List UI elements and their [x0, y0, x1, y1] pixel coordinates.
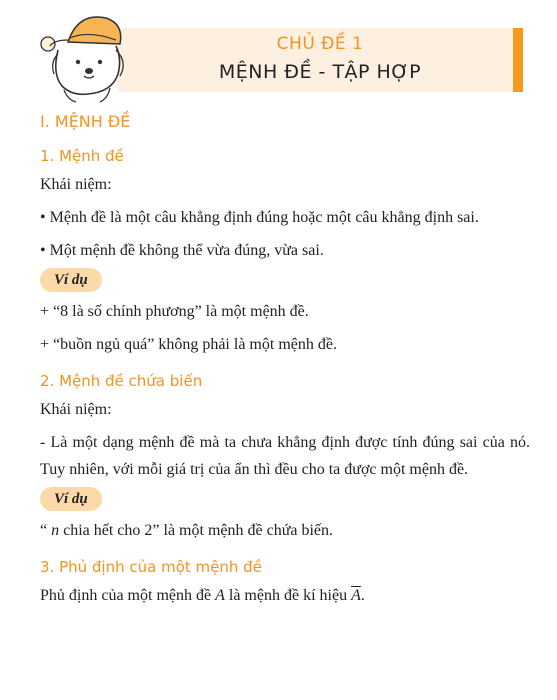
- negation-text: [40, 582, 530, 609]
- subsection-heading: 2. Mệnh đề chứa biến: [40, 372, 203, 390]
- negation-text-part: là mệnh đề kí hiệu: [224, 587, 352, 604]
- example-text: + “buồn ngủ quá” không phải là một mệnh đề.: [40, 336, 337, 353]
- example-text: + “8 là số chính phương” là một mệnh đề.: [40, 303, 309, 320]
- concept-label: Khái niệm:: [40, 401, 112, 418]
- subsection-heading: 3. Phủ định của một mệnh đề: [40, 558, 262, 576]
- mascot-dog-icon: [28, 4, 138, 104]
- section-heading: I. MỆNH ĐỀ: [40, 112, 131, 131]
- math-variable-negated: $\overline{A}$: [351, 587, 361, 604]
- example-badge: Ví dụ: [40, 268, 102, 292]
- chapter-label: CHỦ ĐỀ 1: [276, 34, 364, 54]
- negation-text-part: Phủ định của một mệnh đề: [40, 587, 216, 604]
- bullet-text: • Mệnh đề là một câu khẳng định đúng hoặc một câu khẳng định sai.: [40, 209, 479, 226]
- chapter-header-accent-bar: [513, 28, 523, 92]
- example-badge: Ví dụ: [40, 487, 102, 511]
- concept-label: Khái niệm:: [40, 176, 112, 193]
- chapter-title: MỆNH ĐỀ - TẬP HỢP: [218, 61, 422, 83]
- bullet-text: • Một mệnh đề không thể vừa đúng, vừa sai.: [40, 242, 324, 259]
- subsection-heading: 1. Mệnh đề: [40, 147, 124, 165]
- negation-text-part: .: [360, 587, 365, 604]
- quote-open: “: [40, 522, 52, 539]
- example-text: [40, 517, 530, 544]
- definition-text: - Là một dạng mệnh đề mà ta chưa khẳng định được tính đúng sai của nó. Tuy nhiên, với mỗi giá trị của ẩn thì đều cho ta được một mệnh đề.: [40, 434, 530, 478]
- math-variable: n: [51, 522, 60, 539]
- math-variable: A: [215, 587, 225, 604]
- example-text-rest: chia hết cho 2” là một mệnh đề chứa biến.: [59, 522, 334, 539]
- lesson-content: [40, 108, 530, 609]
